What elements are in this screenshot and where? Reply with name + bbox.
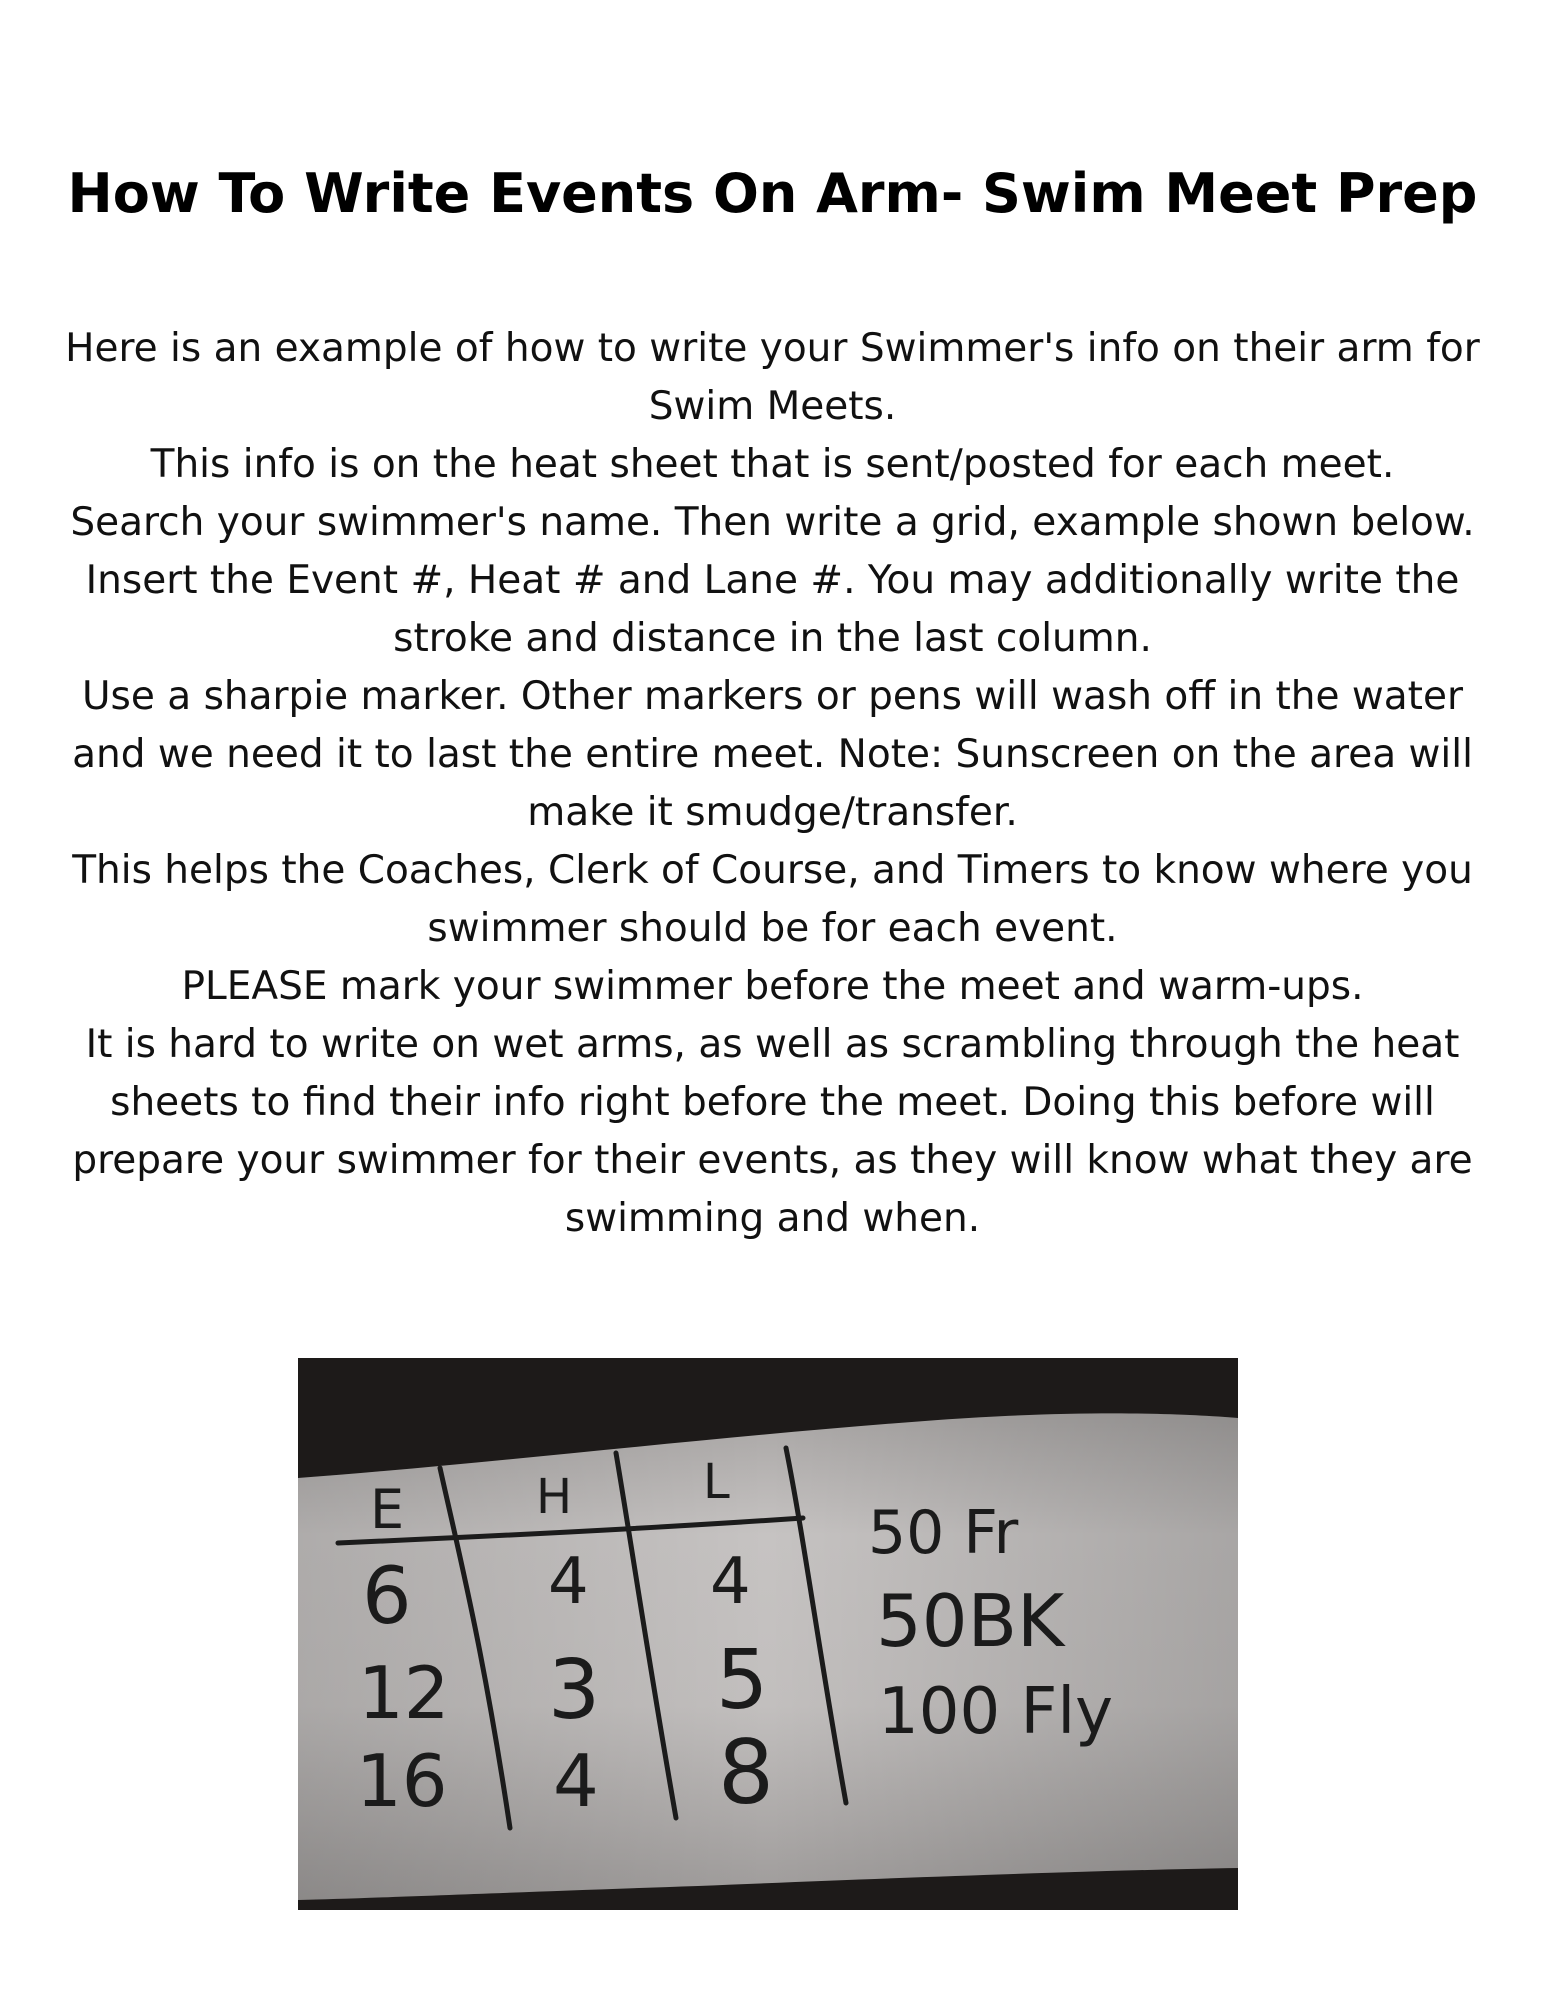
paragraph-heat-sheet: This info is on the heat sheet that is sent/posted for each meet.: [150, 442, 1395, 487]
grid-cell-lane: 4: [710, 1545, 751, 1619]
grid-cell-stroke: 100 Fly: [878, 1675, 1113, 1749]
paragraph-sharpie: Use a sharpie marker. Other markers or pens will wash off in the water and we need it to last the entire meet. Note: Sunscreen on the area will make it smudge/transfer.: [72, 674, 1473, 835]
grid-cell-event: 6: [362, 1552, 412, 1642]
grid-header-event: E: [370, 1478, 405, 1541]
arm-example-photo: [298, 1358, 1238, 1910]
grid-cell-lane: 8: [718, 1721, 774, 1824]
grid-cell-heat: 3: [548, 1643, 601, 1738]
grid-cell-stroke: 50BK: [876, 1579, 1065, 1663]
paragraph-purpose: This helps the Coaches, Clerk of Course, and Timers to know where you swimmer should be for each event.: [72, 848, 1473, 951]
page-title: How To Write Events On Arm- Swim Meet Prep: [67, 162, 1478, 225]
paragraph-wet-arms: It is hard to write on wet arms, as well as scrambling through the heat sheets to find their info right before the meet. Doing this before will prepare your swimmer for their events, as they will know what they are swimming and when.: [72, 1022, 1473, 1241]
grid-cell-heat: 4: [553, 1739, 599, 1823]
grid-cell-event: 12: [358, 1651, 450, 1735]
grid-cell-stroke: 50 Fr: [868, 1498, 1019, 1568]
paragraph-please-mark: PLEASE mark your swimmer before the meet and warm-ups.: [181, 964, 1364, 1009]
grid-header-heat: H: [536, 1469, 573, 1525]
grid-cell-event: 16: [356, 1739, 448, 1823]
grid-cell-heat: 4: [548, 1545, 589, 1619]
grid-cell-lane: 5: [716, 1633, 769, 1728]
paragraph-intro: Here is an example of how to write your Swimmer's info on their arm for Swim Meets.: [65, 326, 1480, 429]
paragraph-grid-instructions: Search your swimmer's name. Then write a grid, example shown below. Insert the Event #, Heat # and Lane #. You may additionally write the stroke and distance in the last column.: [70, 500, 1475, 661]
grid-header-lane: L: [703, 1454, 730, 1510]
instructions-body: [40, 320, 1505, 1248]
